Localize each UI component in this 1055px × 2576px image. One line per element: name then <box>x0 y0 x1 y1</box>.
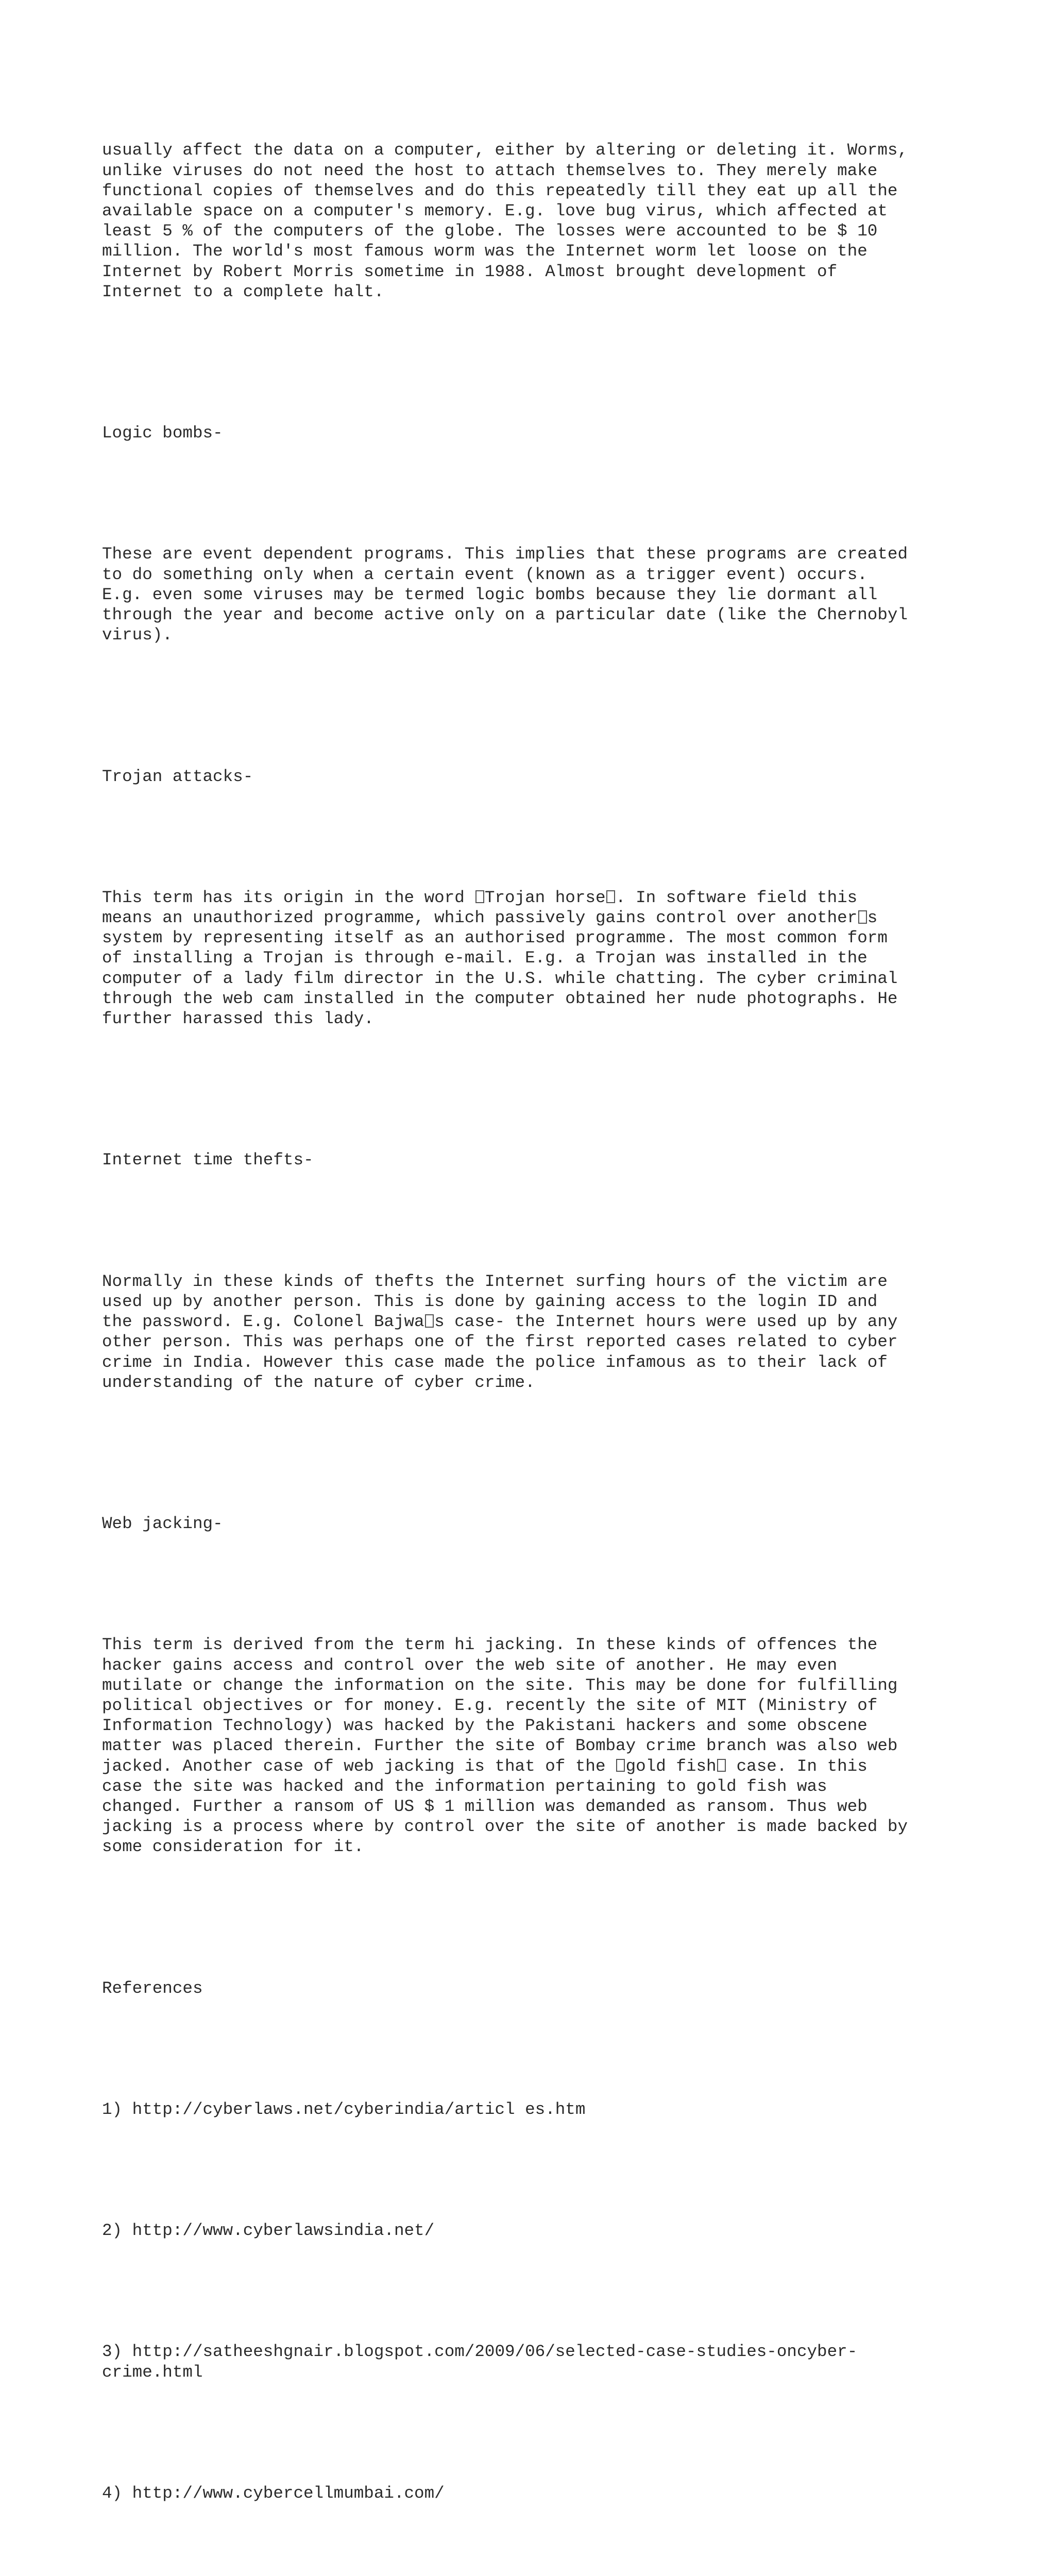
spacer <box>102 484 978 504</box>
reference-item: 2) http://www.cyberlawsindia.net/ <box>102 2221 435 2241</box>
trojan-attacks-paragraph: This term has its origin in the word Trojan horse . In software field this means an unauthorized programme, which passively gains control over another s system by representing itself as an authorised programme. The most common form of installing a Trojan is through e-mail. E.g. a Trojan was installed in the computer of a lady film director in the U.S. while chatting. The cyber criminal through the web cam installed in the computer obtained her nude photographs. He further harassed this lady. <box>102 888 898 1029</box>
missing-glyph-box <box>858 910 867 923</box>
missing-glyph-box <box>717 1759 726 1772</box>
spacer <box>102 342 978 362</box>
spacer <box>102 2281 978 2301</box>
worms-paragraph: usually affect the data on a computer, either by altering or deleting it. Worms, unlike viruses do not need the host to attach themselves to. They merely make functional copies of themselves and do this repeatedly till they eat up all the available space on a computer's memory. E.g. love bug virus, which affected at least 5 % of the computers of the globe. The losses were accounted to be $ 10 million. The world's most famous worm was the Internet worm let loose on the Internet by Robert Morris sometime in 1988. Almost brought development of Internet to a complete halt. <box>102 141 908 301</box>
spacer <box>102 686 978 706</box>
spacer <box>102 2544 978 2564</box>
logic-bombs-heading: Logic bombs- <box>102 423 223 443</box>
missing-glyph-box <box>475 890 484 903</box>
spacer <box>102 1897 978 1918</box>
document-page <box>102 100 978 2576</box>
trojan-attacks-heading: Trojan attacks- <box>102 767 253 786</box>
missing-glyph-box <box>425 1314 434 1327</box>
internet-time-thefts-paragraph: Normally in these kinds of thefts the Internet surfing hours of the victim are used up by another person. This is done by gaining access to the login ID and the password. E.g. Colonel Bajwa s case- the Internet hours were used up by any other person. This was perhaps one of the first reported cases related to cyber crime in India. However this case made the police infamous as to their lack of understanding of the nature of cyber crime. <box>102 1272 898 1392</box>
spacer <box>102 1574 978 1595</box>
spacer <box>102 1070 978 1090</box>
spacer <box>102 2160 978 2180</box>
spacer <box>102 2039 978 2059</box>
web-jacking-heading: Web jacking- <box>102 1514 223 1534</box>
reference-item: 1) http://cyberlaws.net/cyberindia/articl es.htm <box>102 2099 586 2119</box>
internet-time-thefts-heading: Internet time thefts- <box>102 1150 314 1170</box>
spacer <box>102 1433 978 1453</box>
spacer <box>102 827 978 847</box>
missing-glyph-box <box>606 890 615 903</box>
reference-item: 3) http://satheeshgnair.blogspot.com/2009/06/selected-case-studies-oncyber- crime.html <box>102 2342 858 2382</box>
logic-bombs-paragraph: These are event dependent programs. This implies that these programs are created to do something only when a certain event (known as a trigger event) occurs. E.g. even some viruses may be termed logic bombs because they lie dormant all through the year and become active only on a particular date (like the Chernobyl virus). <box>102 545 908 645</box>
web-jacking-paragraph: This term is derived from the term hi jacking. In these kinds of offences the hacker gains access and control over the web site of another. He may even mutilate or change the information on the site. This may be done for fulfilling political objectives or for money. E.g. recently the site of MIT (Ministry of Information Technology) was hacked by the Pakistani hackers and some obscene matter was placed therein. Further the site of Bombay crime branch was also web jacked. Another case of web jacking is that of the gold fish case. In this case the site was hacked and the information pertaining to gold fish was changed. Further a ransom of US $ 1 million was demanded as ransom. Thus web jacking is a process where by control over the site of another is made backed by some consideration for it. <box>102 1635 908 1857</box>
spacer <box>102 2422 978 2443</box>
references-heading: References <box>102 1978 203 1998</box>
reference-item: 4) http://www.cybercellmumbai.com/ <box>102 2483 445 2503</box>
spacer <box>102 1211 978 1231</box>
missing-glyph-box <box>616 1759 625 1772</box>
